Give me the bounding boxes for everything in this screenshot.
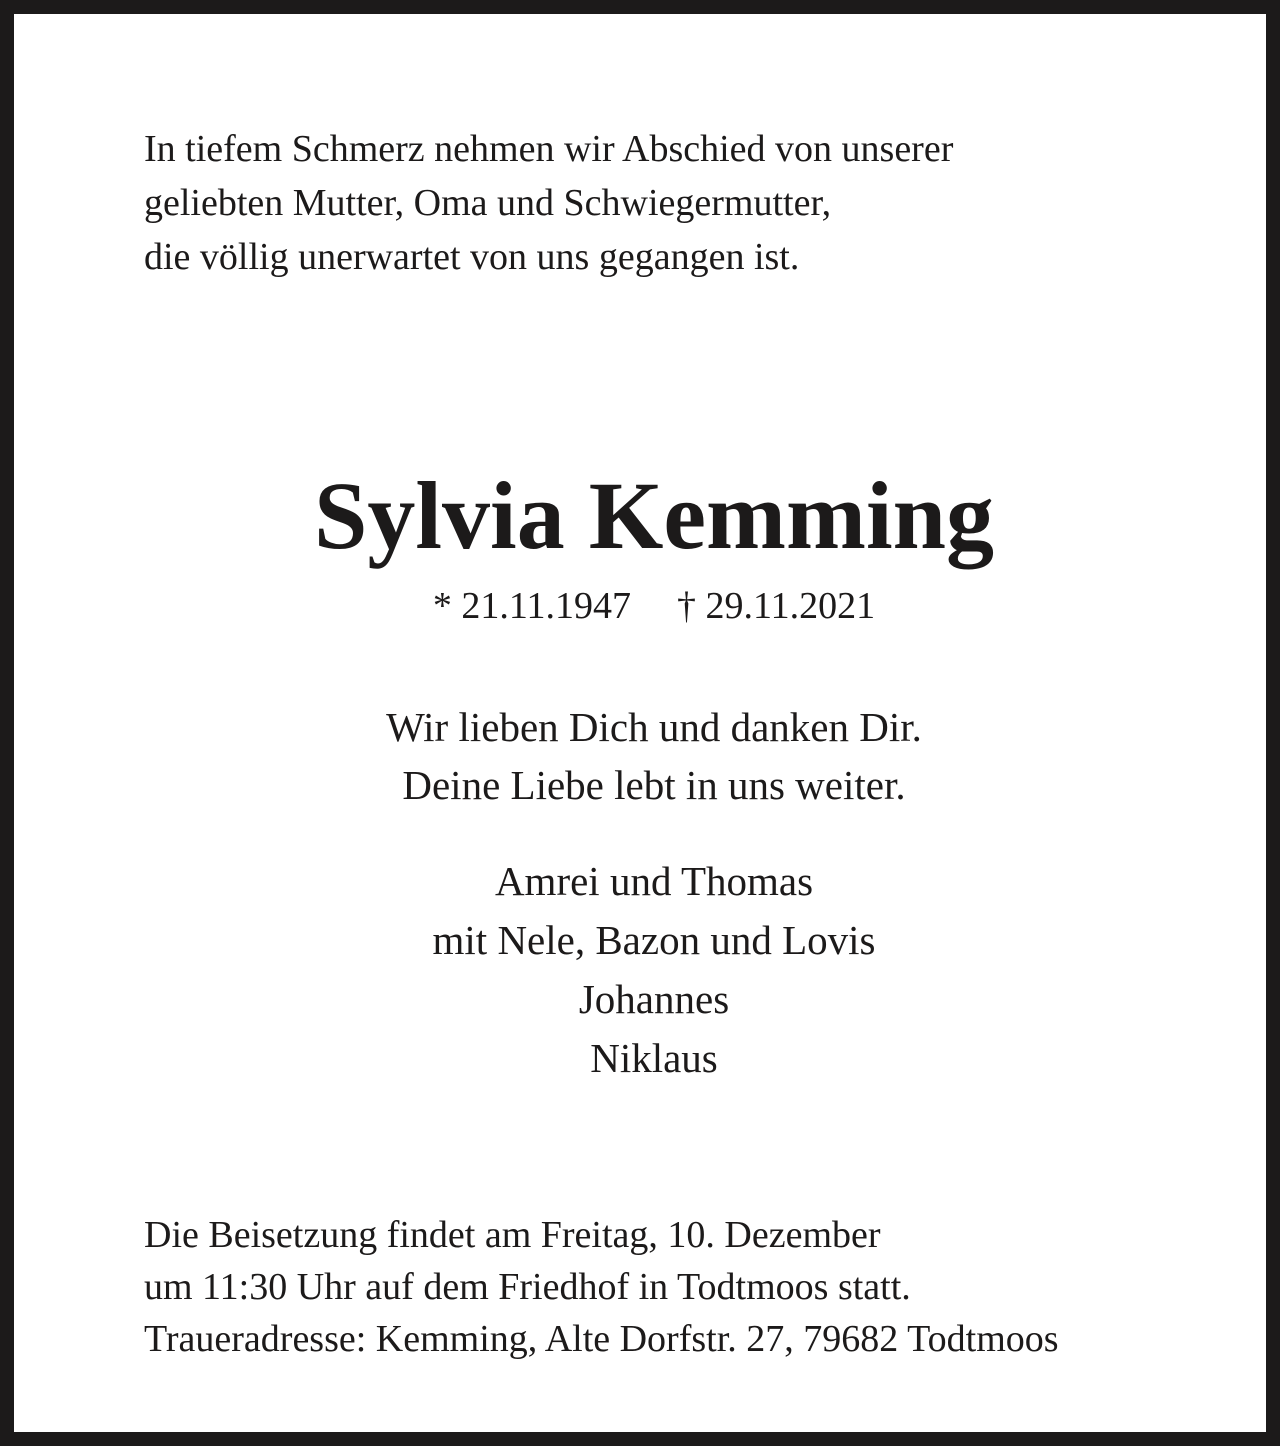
memorial-quote: [14, 698, 1280, 814]
life-dates: [14, 580, 1280, 632]
intro-line: In tiefem Schmerz nehmen wir Abschied von unserer: [144, 128, 954, 170]
intro-text: [144, 122, 1144, 284]
death-date: † 29.11.2021: [677, 585, 876, 627]
mourner-line: mit Nele, Bazon und Lovis: [432, 917, 876, 963]
funeral-line: um 11:30 Uhr auf dem Friedhof in Todtmoos statt.: [144, 1266, 911, 1308]
mourning-address: Traueradresse: Kemming, Alte Dorfstr. 27, 79682 Todtmoos: [144, 1318, 1059, 1360]
quote-line: Deine Liebe lebt in uns weiter.: [402, 762, 906, 808]
mourner-line: Johannes: [578, 976, 730, 1022]
mourner-line: Niklaus: [590, 1035, 718, 1081]
mourner-line: Amrei und Thomas: [494, 858, 814, 904]
deceased-name: Sylvia Kemming: [313, 462, 994, 569]
quote-line: Wir lieben Dich und danken Dir.: [386, 704, 922, 750]
intro-line: geliebten Mutter, Oma und Schwiegermutter,: [144, 182, 832, 224]
funeral-details: [144, 1209, 1244, 1365]
intro-line: die völlig unerwartet von uns gegangen ist.: [144, 236, 800, 278]
funeral-line: Die Beisetzung findet am Freitag, 10. Dezember: [144, 1214, 881, 1256]
birth-date: * 21.11.1947: [432, 585, 631, 627]
mourners-list: [14, 852, 1280, 1088]
